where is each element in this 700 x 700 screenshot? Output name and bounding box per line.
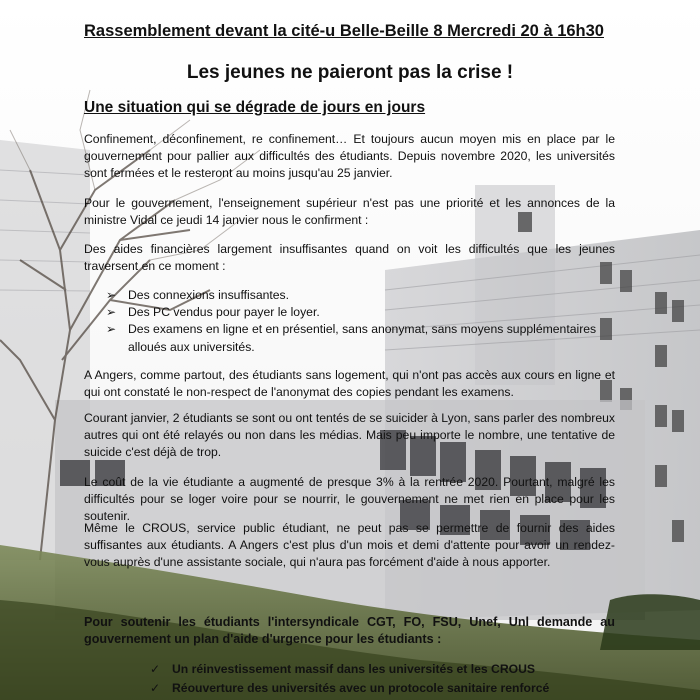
- paragraph-cost-of-living: Le coût de la vie étudiante a augmenté de presque 3% à la rentrée 2020. Pourtant, malgré les difficultés pour se loger voire pour se nourrir, le gouvernement ne met rien en place pour les soutenir.: [84, 475, 615, 524]
- paragraph-government: Pour le gouvernement, l'enseignement supérieur n'est pas une priorité et les annonces de la ministre Vidal ce jeudi 14 janvier nous le confirment :: [84, 196, 615, 228]
- check-icon: ✓: [150, 681, 161, 695]
- paragraph-financial-aid: Des aides financières largement insuffisantes quand on voit les difficultés que les jeunes traversent en ce moment :: [84, 242, 615, 274]
- paragraph-angers: A Angers, comme partout, des étudiants sans logement, qui n'ont pas accès aux cours en ligne et qui ont constaté le non-respect de l'anonymat des copies pendant les examens.: [84, 368, 615, 400]
- event-line: Rassemblement devant la cité-u Belle-Beille 8 Mercredi 20 à 16h30: [84, 22, 604, 40]
- list-item: ✓ Réouverture des universités avec un protocole sanitaire renforcé: [150, 679, 610, 698]
- paragraph-lockdown: Confinement, déconfinement, re confinement… Et toujours aucun moyen mis en place par le gouvernement pour pallier aux difficultés des étudiants. Depuis novembre 2020, les universités sont fermées et le resteront au moins jusqu'au 25 janvier.: [84, 132, 615, 181]
- arrow-right-icon: ➢: [106, 288, 117, 302]
- list-item: ➢ Des connexions insuffisantes.: [106, 287, 614, 304]
- section-title: Une situation qui se dégrade de jours en jours: [84, 99, 426, 116]
- headline: Les jeunes ne paieront pas la crise !: [186, 62, 514, 83]
- paragraph-suicide: Courant janvier, 2 étudiants se sont ou ont tentés de se suicider à Lyon, sans parler des nombreux autres qui ont été relayés ou non dans les médias. Mais peu importe le nombre, une tentative de suicide c'est déjà de trop.: [84, 411, 615, 460]
- demands-list: [150, 660, 610, 698]
- difficulties-list: [106, 287, 614, 356]
- list-item: ➢ Des examens en ligne et en présentiel, sans anonymat, sans moyens supplémentaires alloués aux universités.: [106, 322, 597, 354]
- paragraph-crous: Même le CROUS, service public étudiant, ne peut pas se permettre de fournir des aides suffisantes aux étudiants. A Angers c'est plus d'un mois et demi d'attente pour avoir un rendez-vous auprès d'une assistante sociale, qui n'aura pas forcément d'aide à nous apporter.: [84, 521, 615, 570]
- check-icon: ✓: [150, 662, 161, 676]
- intersyndicale-call: Pour soutenir les étudiants l'intersyndicale CGT, FO, FSU, Unef, Unl demande au gouvernement un plan d'aide d'urgence pour les étudiants :: [84, 615, 615, 647]
- list-item: ➢ Des PC vendus pour payer le loyer.: [106, 304, 614, 321]
- arrow-right-icon: ➢: [106, 305, 117, 320]
- arrow-right-icon: ➢: [106, 322, 117, 337]
- list-item: ✓ Un réinvestissement massif dans les universités et les CROUS: [150, 660, 610, 679]
